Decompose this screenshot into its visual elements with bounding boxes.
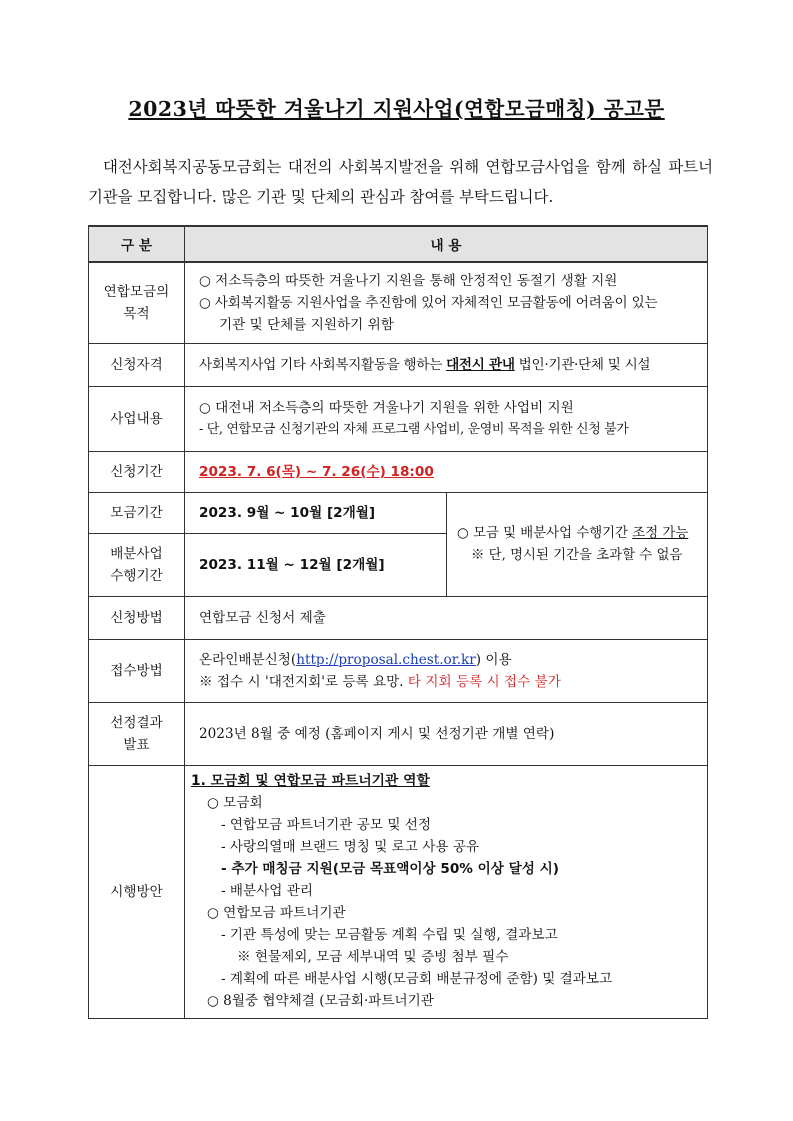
impl-item: - 배분사업 관리 bbox=[221, 883, 314, 899]
period-note-text: ○ 모금 및 배분사업 수행기간 bbox=[457, 525, 633, 541]
table-row bbox=[89, 597, 708, 640]
apply-period-value bbox=[185, 452, 708, 493]
result-value: 2023년 8월 중 예정 (홈페이지 게시 및 선정기관 개별 연락) bbox=[185, 703, 708, 766]
table-row bbox=[89, 387, 708, 452]
label-line: 배분사업 bbox=[110, 546, 163, 562]
eligibility-content bbox=[185, 344, 708, 387]
period-note-emphasis: 조정 가능 bbox=[632, 525, 689, 541]
reception-note: ※ 접수 시 '대전지회'로 등록 요망. bbox=[199, 674, 408, 690]
raise-period-text: 2023. 9월 ~ 10월 [2개월] bbox=[199, 505, 376, 521]
reception-text: 온라인배분신청( bbox=[199, 652, 297, 668]
table-row bbox=[89, 640, 708, 703]
impl-item: ○ 모금회 bbox=[207, 795, 263, 811]
label-line: 목적 bbox=[123, 306, 150, 322]
impl-item: - 기관 특성에 맞는 모금활동 계획 수립 및 실행, 결과보고 bbox=[221, 927, 558, 943]
business-content bbox=[185, 387, 708, 452]
row-label-raise-period: 모금기간 bbox=[89, 493, 185, 534]
label-line: 발표 bbox=[123, 737, 150, 753]
table-row bbox=[89, 493, 708, 534]
table-row bbox=[89, 766, 708, 1019]
row-label-purpose bbox=[89, 262, 185, 344]
impl-item: - 연합모금 파트너기관 공모 및 선정 bbox=[221, 817, 432, 833]
table-row bbox=[89, 703, 708, 766]
apply-period-text: 2023. 7. 6(목) ~ 7. 26(수) 18:00 bbox=[199, 464, 434, 480]
dist-period-text: 2023. 11월 ~ 12월 [2개월] bbox=[199, 557, 385, 573]
purpose-line: 기관 및 단체를 지원하기 위함 bbox=[219, 317, 394, 333]
implementation-content bbox=[185, 766, 708, 1019]
impl-item: - 계획에 따른 배분사업 시행(모금회 배분규정에 준함) 및 결과보고 bbox=[221, 971, 613, 987]
table-header-row bbox=[89, 226, 708, 262]
purpose-content bbox=[185, 262, 708, 344]
table-row bbox=[89, 452, 708, 493]
purpose-line: ○ 저소득층의 따뜻한 겨울나기 지원을 통해 안정적인 동절기 생활 지원 bbox=[199, 273, 618, 289]
business-line: - 단, 연합모금 신청기관의 자체 프로그램 사업비, 운영비 목적을 위한 신청 불가 bbox=[199, 422, 629, 437]
reception-content bbox=[185, 640, 708, 703]
row-label-business: 사업내용 bbox=[89, 387, 185, 452]
impl-item: ※ 현물제외, 모금 세부내역 및 증빙 첨부 필수 bbox=[237, 949, 509, 965]
impl-item: ○ 8월중 협약체결 (모금회·파트너기관 bbox=[207, 993, 434, 1009]
method-value: 연합모금 신청서 제출 bbox=[185, 597, 708, 640]
header-content: 내 용 bbox=[185, 226, 708, 262]
proposal-link[interactable]: http://proposal.chest.or.kr bbox=[296, 652, 476, 668]
notice-table bbox=[88, 225, 708, 1019]
row-label-implementation: 시행방안 bbox=[89, 766, 185, 1019]
intro-paragraph: 대전사회복지공동모금회는 대전의 사회복지발전을 위해 연합모금사업을 함께 하실 파트너기관을 모집합니다. 많은 기관 및 단체의 관심과 참여를 부탁드립니다. bbox=[88, 158, 713, 206]
row-label-result bbox=[89, 703, 185, 766]
raise-period-value bbox=[185, 493, 447, 534]
row-label-dist-period bbox=[89, 534, 185, 597]
table-row bbox=[89, 262, 708, 344]
implementation-heading: 1. 모금회 및 연합모금 파트너기관 역할 bbox=[191, 773, 430, 789]
business-line: ○ 대전내 저소득층의 따뜻한 겨울나기 지원을 위한 사업비 지원 bbox=[199, 400, 574, 416]
label-line: 수행기간 bbox=[110, 568, 163, 584]
impl-item: ○ 연합모금 파트너기관 bbox=[207, 905, 346, 921]
period-note bbox=[447, 493, 708, 597]
eligibility-text: 사회복지사업 기타 사회복지활동을 행하는 bbox=[199, 357, 447, 373]
impl-item: - 사랑의열매 브랜드 명칭 및 로고 사용 공유 bbox=[221, 839, 480, 855]
eligibility-text: 법인·기관·단체 및 시설 bbox=[514, 357, 651, 373]
reception-warning: 타 지회 등록 시 접수 불가 bbox=[407, 674, 561, 690]
eligibility-emphasis: 대전시 관내 bbox=[446, 357, 515, 373]
table-row bbox=[89, 344, 708, 387]
reception-text: ) 이용 bbox=[475, 652, 512, 668]
label-line: 선정결과 bbox=[110, 715, 163, 731]
dist-period-value bbox=[185, 534, 447, 597]
period-note-line: ※ 단, 명시된 기간을 초과할 수 없음 bbox=[471, 547, 683, 563]
header-category: 구 분 bbox=[89, 226, 185, 262]
impl-item: - 추가 매칭금 지원(모금 목표액이상 50% 이상 달성 시) bbox=[221, 861, 559, 877]
row-label-reception: 접수방법 bbox=[89, 640, 185, 703]
row-label-apply-period: 신청기간 bbox=[89, 452, 185, 493]
row-label-eligibility: 신청자격 bbox=[89, 344, 185, 387]
row-label-method: 신청방법 bbox=[89, 597, 185, 640]
page-title: 2023년 따뜻한 겨울나기 지원사업(연합모금매칭) 공고문 bbox=[128, 97, 665, 121]
label-line: 연합모금의 bbox=[103, 284, 170, 300]
purpose-line: ○ 사회복지활동 지원사업을 추진함에 있어 자체적인 모금활동에 어려움이 있는 bbox=[199, 295, 658, 311]
